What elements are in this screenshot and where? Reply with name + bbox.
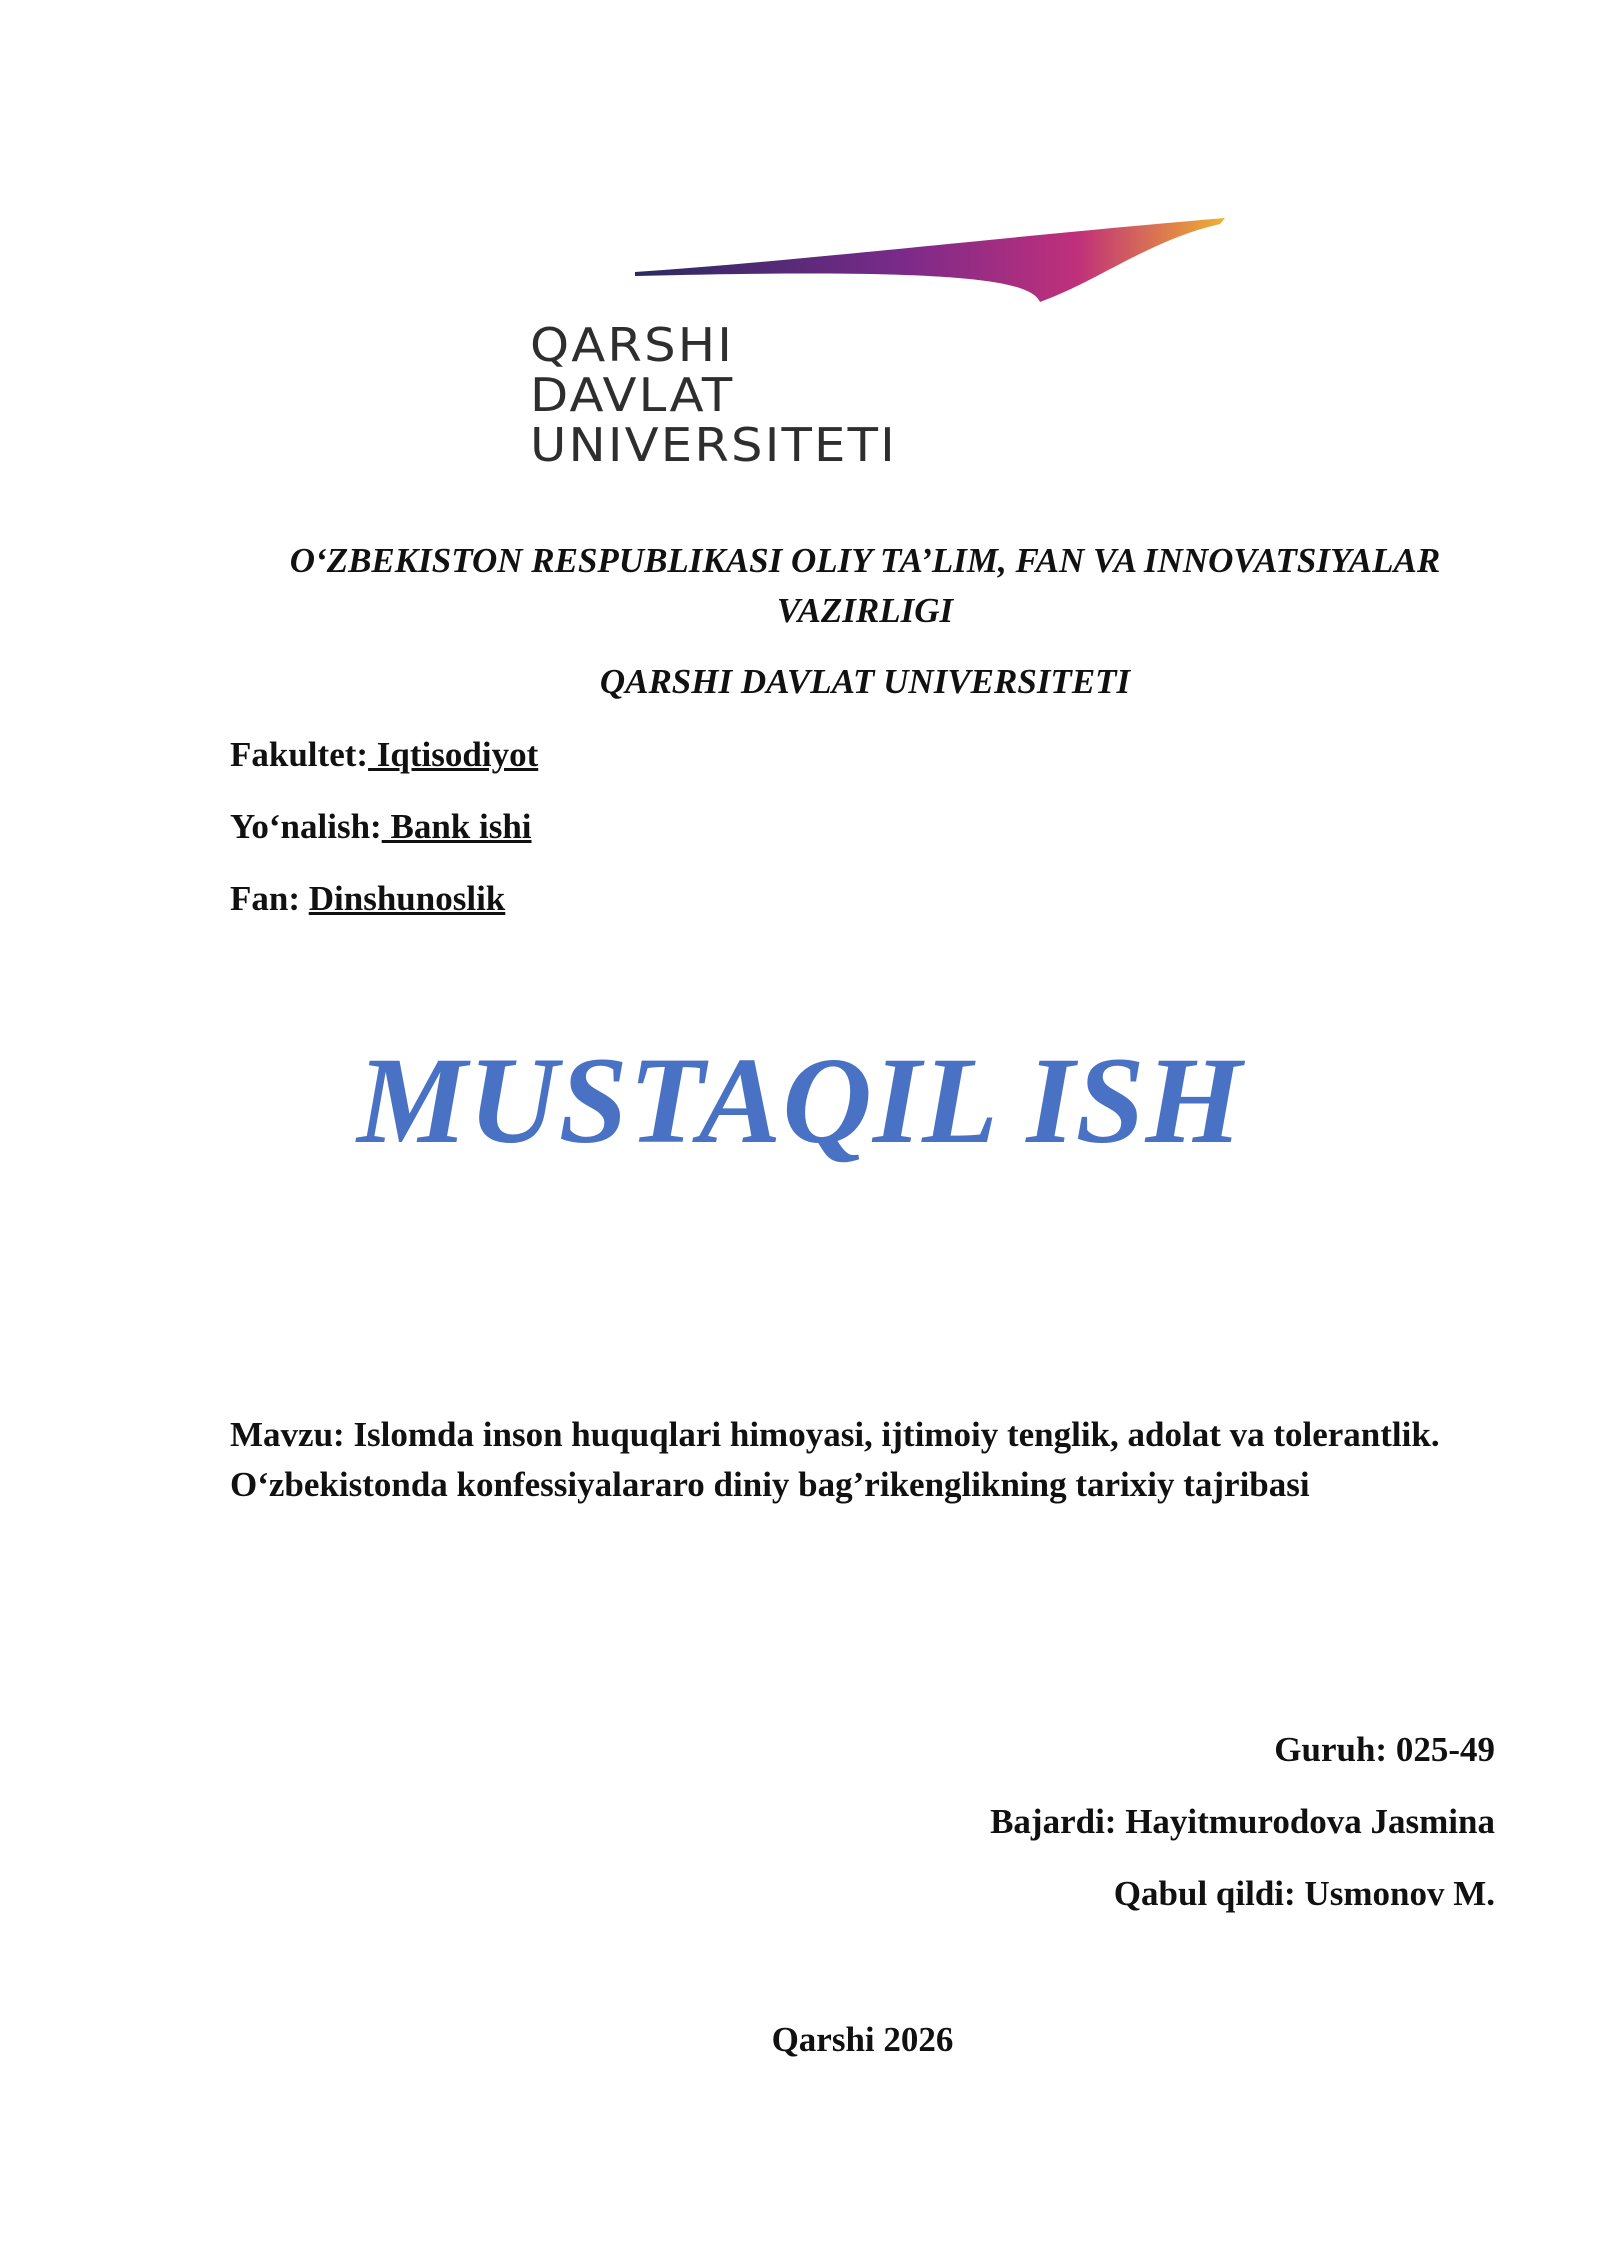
university-logo (530, 210, 1230, 470)
direction-label: Yo‘nalish: (230, 807, 382, 846)
ministry-heading: O‘ZBEKISTON RESPUBLIKASI OLIY TA’LIM, FAN VA INNOVATSIYALAR VAZIRLIGI (289, 541, 1441, 630)
document-title: MUSTAQIL ISH (357, 1032, 1243, 1169)
faculty-value: Iqtisodiyot (368, 735, 539, 774)
logo-line-1: QARSHI (530, 318, 735, 372)
logo-line-3: UNIVERSITETI (530, 418, 897, 472)
university-heading: QARSHI DAVLAT UNIVERSITETI (599, 662, 1131, 701)
city-year: Qarshi 2026 (771, 2020, 954, 2059)
direction-row (230, 807, 532, 847)
faculty-label: Fakultet: (230, 735, 369, 774)
subject-row (230, 879, 505, 919)
faculty-row (230, 735, 538, 775)
subject-value: Dinshunoslik (308, 879, 506, 918)
logo-swoosh-icon (630, 210, 1230, 310)
group-line: Guruh: 025-49 (1274, 1730, 1495, 1769)
logo-line-2: DAVLAT (530, 368, 735, 422)
accepted-by-line: Qabul qildi: Usmonov M. (1113, 1874, 1495, 1913)
performed-by-line: Bajardi: Hayitmurodova Jasmina (990, 1802, 1495, 1841)
direction-value: Bank ishi (381, 807, 532, 846)
subject-label: Fan: (230, 879, 309, 918)
logo-wordmark (530, 320, 897, 470)
topic-paragraph: Mavzu: Islomda inson huquqlari himoyasi, ijtimoiy tenglik, adolat va tolerantlik. O‘zbekistonda konfessiyalararo diniy bag’rikenglikning tarixiy tajribasi (230, 1415, 1440, 1504)
